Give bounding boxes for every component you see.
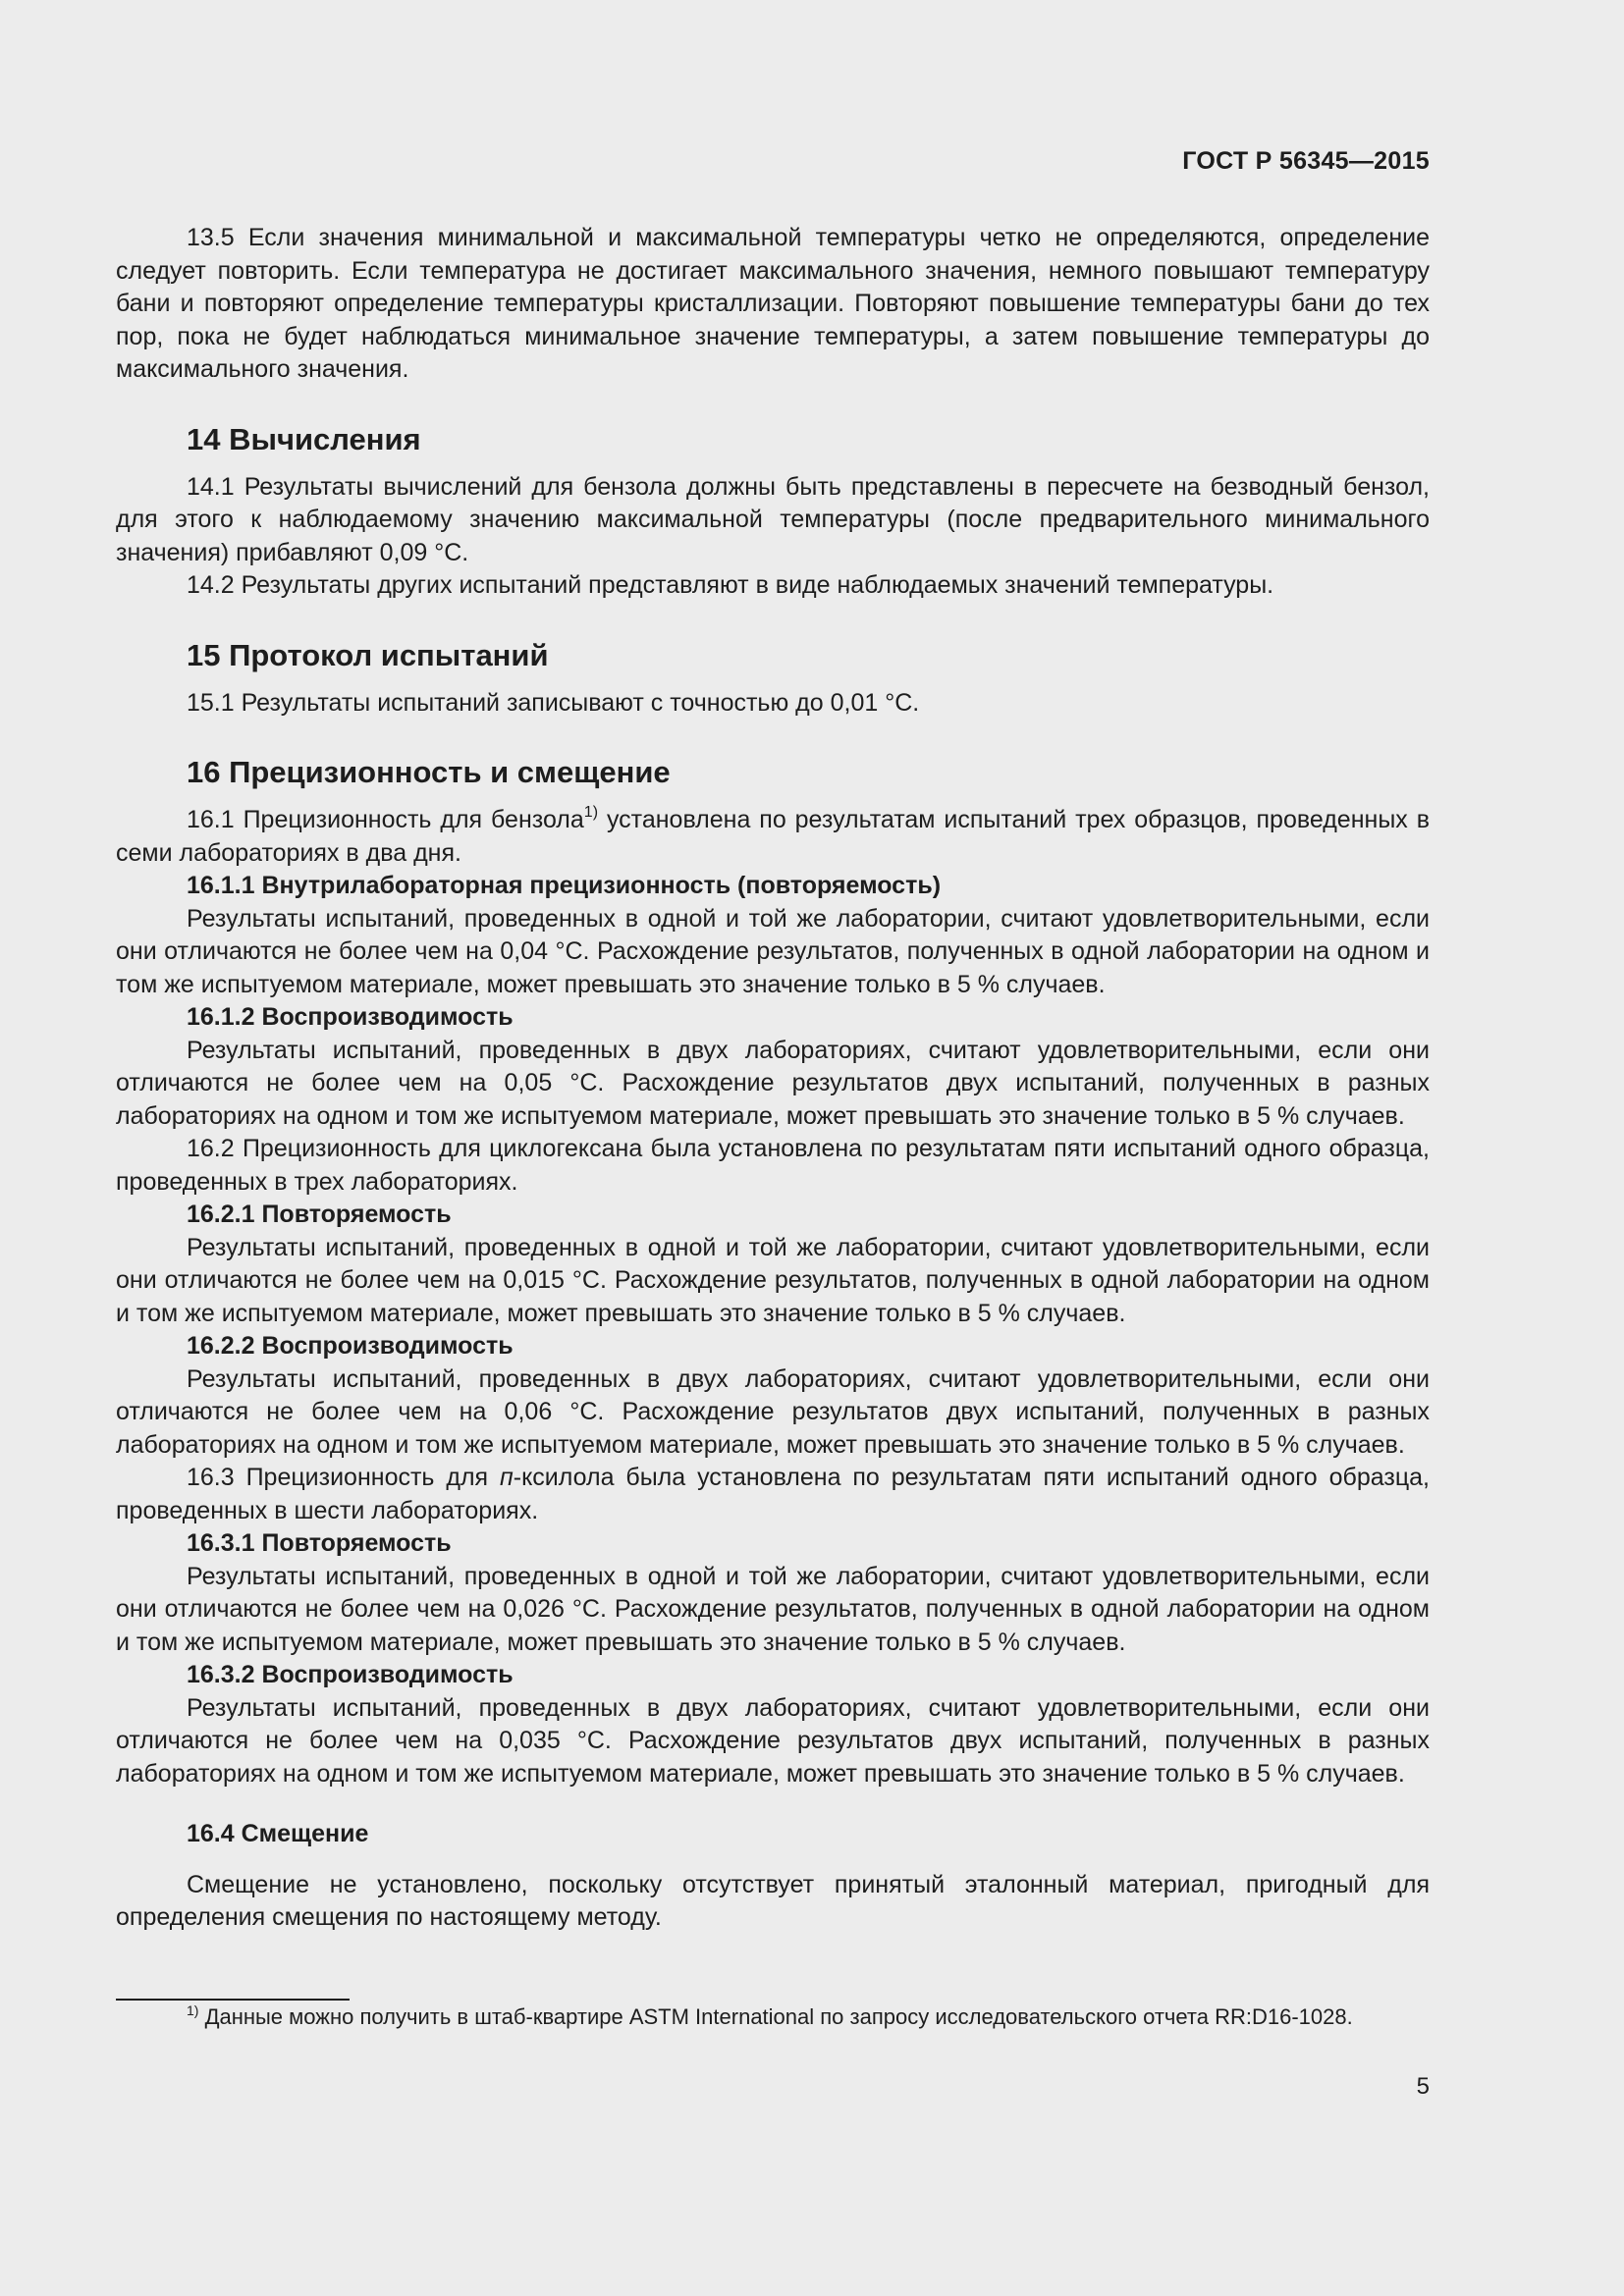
section-14-heading: 14 Вычисления: [187, 421, 421, 456]
paragraph-16-1-start: 16.1 Прецизионность для бензола: [187, 806, 584, 833]
section-16-heading: 16 Прецизионность и смещение: [187, 755, 671, 789]
paragraph-16-2: 16.2 Прецизионность для циклогексана была установлена по результатам пяти испытаний одного образца, проведенных в трех лабораториях.: [116, 1135, 1430, 1196]
paragraph-16-3-italic: п: [499, 1464, 514, 1491]
paragraph-16-1: [116, 804, 1430, 870]
paragraph-16-4: Смещение не установлено, поскольку отсутствует принятый эталонный материал, пригодный для определения смещения по настоящему методу.: [116, 1870, 1430, 1931]
paragraph-16-1-end: установлена по результатам испытаний трех образцов, проведенных в семи лабораториях в два дня.: [116, 806, 1430, 867]
paragraph-16-2-2: Результаты испытаний, проведенных в двух лабораториях, считают удовлетворительными, если они отличаются не более чем на 0,06 °С. Расхождение результатов двух испытаний, полученных в разных лабораториях на одном и том же испытуемом материале, может превышать это значение только в 5 % случаев.: [116, 1364, 1430, 1459]
footnote-mark: 1): [187, 2002, 199, 2018]
subsection-16-4-heading: 16.4 Смещение: [187, 1820, 369, 1847]
paragraph-15-1: 15.1 Результаты испытаний записывают с точностью до 0,01 °С.: [187, 688, 920, 717]
paragraph-16-2-1: Результаты испытаний, проведенных в одной и той же лаборатории, считают удовлетворительными, если они отличаются не более чем на 0,015 °С. Расхождение результатов, полученных в одной лаборатории на одном и том же испытуемом материале, может превышать это значение только в 5 % случаев.: [116, 1233, 1430, 1327]
footnote-text: Данные можно получить в штаб-квартире ASTM International по запросу исследовательского отчета RR:D16-1028.: [198, 2004, 1353, 2029]
document-body: [116, 222, 1430, 1935]
section-15-heading: 15 Протокол испытаний: [187, 637, 549, 672]
paragraph-14-2: 14.2 Результаты других испытаний представляют в виде наблюдаемых значений температуры.: [187, 571, 1274, 599]
standard-code-header: ГОСТ Р 56345—2015: [1182, 147, 1430, 175]
subsection-16-1-1-heading: 16.1.1 Внутрилабораторная прецизионность (повторяемость): [187, 872, 942, 899]
subsection-16-2-1-heading: 16.2.1 Повторяемость: [187, 1201, 452, 1228]
paragraph-16-1-2: Результаты испытаний, проведенных в двух лабораториях, считают удовлетворительными, если они отличаются не более чем на 0,05 °С. Расхождение результатов двух испытаний, полученных в разных лабораториях на одном и том же испытуемом материале, может превышать это значение только в 5 % случаев.: [116, 1036, 1430, 1130]
paragraph-16-3-end: -ксилола была установлена по результатам пяти испытаний одного образца, проведенных в шести лабораториях.: [116, 1464, 1430, 1524]
footnote: [116, 2002, 1430, 2031]
paragraph-16-3: [116, 1462, 1430, 1527]
page-number: 5: [1416, 2073, 1430, 2100]
footnote-reference: 1): [583, 804, 599, 821]
subsection-16-3-2-heading: 16.3.2 Воспроизводимость: [187, 1661, 514, 1688]
paragraph-16-3-start: 16.3 Прецизионность для: [187, 1464, 500, 1491]
paragraph-16-3-2: Результаты испытаний, проведенных в двух лабораториях, считают удовлетворительными, если они отличаются не более чем на 0,035 °С. Расхождение результатов двух испытаний, полученных в разных лабораториях на одном и том же испытуемом материале, может превышать это значение только в 5 % случаев.: [116, 1693, 1430, 1788]
subsection-16-1-2-heading: 16.1.2 Воспроизводимость: [187, 1003, 514, 1031]
paragraph-16-1-1: Результаты испытаний, проведенных в одной и той же лаборатории, считают удовлетворительными, если они отличаются не более чем на 0,04 °С. Расхождение результатов, полученных в одной лаборатории на одном и том же испытуемом материале, может превышать это значение только в 5 % случаев.: [116, 904, 1430, 998]
footnote-divider: [116, 1999, 350, 2001]
subsection-16-3-1-heading: 16.3.1 Повторяемость: [187, 1529, 452, 1557]
paragraph-16-3-1: Результаты испытаний, проведенных в одной и той же лаборатории, считают удовлетворительными, если они отличаются не более чем на 0,026 °С. Расхождение результатов, полученных в одной лаборатории на одном и том же испытуемом материале, может превышать это значение только в 5 % случаев.: [116, 1562, 1430, 1656]
subsection-16-2-2-heading: 16.2.2 Воспроизводимость: [187, 1332, 514, 1360]
document-page: [116, 0, 1430, 2296]
paragraph-13-5: 13.5 Если значения минимальной и максимальной температуры четко не определяются, определение следует повторить. Если температура не достигает максимального значения, немного повышают температуру бани и повторяют определение температуры кристаллизации. Повторяют повышение температуры бани до тех пор, пока не будет наблюдаться минимальное значение температуры, а затем повышение температуры до максимального значения.: [116, 224, 1430, 383]
paragraph-14-1: 14.1 Результаты вычислений для бензола должны быть представлены в пересчете на безводный бензол, для этого к наблюдаемому значению максимальной температуры (после предварительного минимального значения) прибавляют 0,09 °С.: [116, 472, 1430, 566]
